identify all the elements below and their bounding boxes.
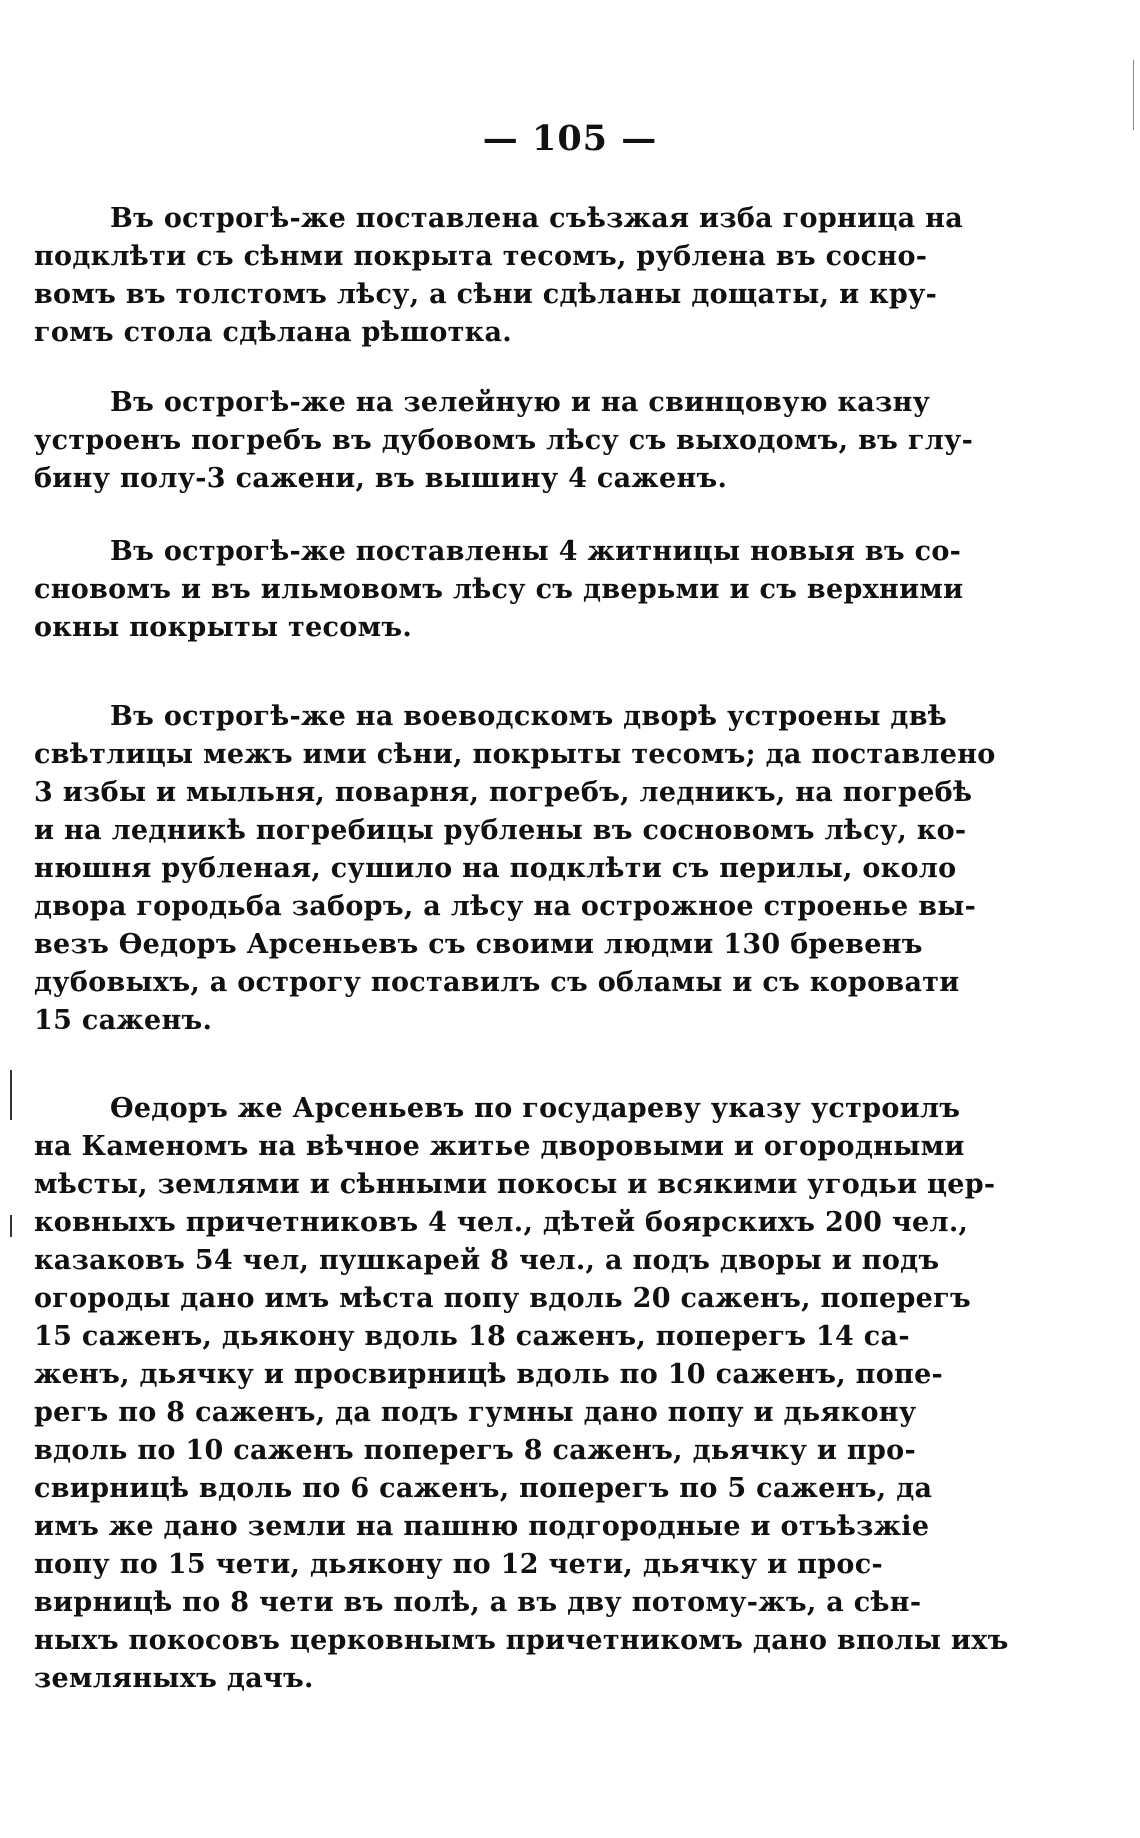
paragraph-line: свирницѣ вдоль по 6 саженъ, поперегъ по 5 саженъ, да xyxy=(34,1473,933,1504)
paragraph-line: сновомъ и въ ильмовомъ лѣсу съ дверьми и съ верхними xyxy=(34,574,964,605)
paragraph-line: Въ острогѣ-же поставлены 4 житницы новыя въ со- xyxy=(110,536,962,567)
paragraph-line: двора городьба заборъ, а лѣсу на острожное строенье вы- xyxy=(34,891,977,922)
paragraph-line: везъ Ѳедоръ Арсеньевъ съ своими людми 130 бревенъ xyxy=(34,929,923,960)
paragraph-1 xyxy=(34,200,963,352)
paragraph-line: регъ по 8 саженъ, да подъ гумны дано попу и дьякону xyxy=(34,1397,917,1428)
paragraph-line: Въ острогѣ-же на зелейную и на свинцовую казну xyxy=(110,387,931,418)
paragraph-line: подклѣти съ сѣнми покрыта тесомъ, рублена въ сосно- xyxy=(34,241,928,272)
paragraph-line: дубовыхъ, а острогу поставилъ съ обламы и съ коровати xyxy=(34,967,960,998)
paragraph-line: и на ледникѣ погребицы рублены въ сосновомъ лѣсу, ко- xyxy=(34,815,967,846)
page-number: — 105 — xyxy=(482,118,658,159)
paragraph-line: ныхъ покосовъ церковнымъ причетникомъ дано вполы ихъ xyxy=(34,1625,1009,1656)
paragraph-2 xyxy=(34,384,974,498)
paragraph-line: Ѳедоръ же Арсеньевъ по государеву указу устроилъ xyxy=(110,1093,961,1124)
paragraph-line: Въ острогѣ-же поставлена съѣзжая изба горница на xyxy=(110,203,963,234)
paragraph-line: казаковъ 54 чел, пушкарей 8 чел., а подъ дворы и подъ xyxy=(34,1245,940,1276)
paragraph-line: попу по 15 чети, дьякону по 12 чети, дьячку и прос- xyxy=(34,1549,883,1580)
paragraph-line: нюшня рубленая, сушило на подклѣти съ перилы, около xyxy=(34,853,957,884)
paragraph-line: Въ острогѣ-же на воеводскомъ дворѣ устроены двѣ xyxy=(110,701,948,732)
paragraph-4 xyxy=(34,698,996,1040)
paragraph-line: 15 саженъ. xyxy=(34,1005,213,1036)
paragraph-line: свѣтлицы межъ ими сѣни, покрыты тесомъ; да поставлено xyxy=(34,739,996,770)
paragraph-5 xyxy=(34,1090,1009,1698)
paragraph-line: мѣсты, землями и сѣнными покосы и всякими угодьи цер- xyxy=(34,1169,996,1200)
paragraph-line: бину полу-3 сажени, въ вышину 4 саженъ. xyxy=(34,463,728,494)
paragraph-line: имъ же дано земли на пашню подгородные и отъѣзжіе xyxy=(34,1511,930,1542)
paragraph-line: 15 саженъ, дьякону вдоль 18 саженъ, поперегъ 14 са- xyxy=(34,1321,910,1352)
margin-mark-left xyxy=(10,1070,12,1120)
paragraph-line: 3 избы и мыльня, поварня, погребъ, ледникъ, на погребѣ xyxy=(34,777,973,808)
paragraph-line: устроенъ погребъ въ дубовомъ лѣсу съ выходомъ, въ глу- xyxy=(34,425,974,456)
paragraph-line: вдоль по 10 саженъ поперегъ 8 саженъ, дьячку и про- xyxy=(34,1435,916,1466)
paragraph-line: окны покрыты тесомъ. xyxy=(34,612,413,643)
margin-mark-right xyxy=(1133,60,1134,130)
margin-mark-left-lower xyxy=(10,1215,12,1237)
paragraph-line: земляныхъ дачъ. xyxy=(34,1663,314,1694)
paragraph-3 xyxy=(34,533,964,647)
paragraph-line: на Каменомъ на вѣчное житье дворовыми и огородными xyxy=(34,1131,965,1162)
page-body xyxy=(34,200,1009,1698)
paragraph-line: гомъ стола сдѣлана рѣшотка. xyxy=(34,317,512,348)
paragraph-line: женъ, дьячку и просвирницѣ вдоль по 10 саженъ, попе- xyxy=(34,1359,944,1390)
paragraph-line: ковныхъ причетниковъ 4 чел., дѣтей боярскихъ 200 чел., xyxy=(34,1207,969,1238)
paragraph-line: вирницѣ по 8 чети въ полѣ, а въ дву потому-жъ, а сѣн- xyxy=(34,1587,922,1618)
paragraph-line: огороды дано имъ мѣста попу вдоль 20 саженъ, поперегъ xyxy=(34,1283,971,1314)
paragraph-line: вомъ въ толстомъ лѣсу, а сѣни сдѣланы дощаты, и кру- xyxy=(34,279,938,310)
